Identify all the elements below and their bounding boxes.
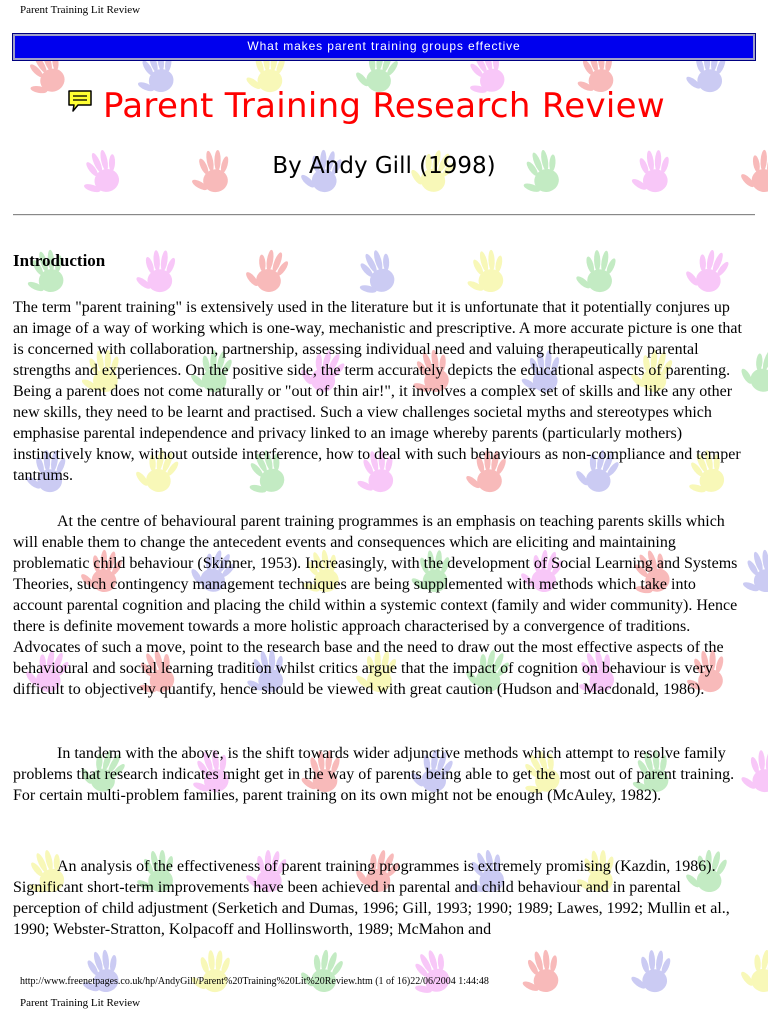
paragraph: An analysis of the effectiveness of parent training programmes is extremely promising (Kazdin, 1986). Significant short-term improvements have been achieved in parental and child behaviour and in parental perception of child adjustment (Serketich and Dumas, 1996; Gill, 1993; 1990; 1989; Lawes, 1992; Mullin et al., 1990; Webster-Stratton, Kolpacoff and Hollinsworth, 1989; McMahon and — [13, 858, 730, 938]
handprint-decoration — [134, 249, 177, 292]
handprint-decoration — [461, 248, 508, 296]
paragraph: At the centre of behavioural parent training programmes is an emphasis on teaching parents skills which will enable them to change the antecedent events and consequences which are eliciting and maintaining problematic child behaviour (Skinner, 1953). Increasingly, with the development of Social Learning and Systems Theories, such contingency management techniques are being supplemented with methods which take into account parental cognition and placing the child within a systemic context (family and wider community). Hence there is definite movement towards a more holistic approach characterised by a convergence of traditions. Advocates of such a move, point to the research base and the need to draw out the most effective aspects of the behavioural and social learning tradition whilst critics argue that the impact of cognition on behaviour is very difficult to objectively quantify, hence should be viewed with great caution (Hudson and Macdonald, 1986). — [13, 513, 738, 698]
paragraph: The term "parent training" is extensively used in the literature but it is unfortunate that it potentially conjures up an image of a way of working which is one-way, mechanistic and prescriptive. A more accurate picture is one that is concerned with collaboration, partnership, assessing individual need and valuing therapeutically parental strengths and experiences. On the positive side, the term accurately depicts the educational aspects of parenting. Being a parent does not come naturally or "out of thin air!", it involves a complex set of skills and like any other new skills, they need to be learnt and practised. Such a view challenges societal myths and stereotypes which emphasise parental independence and privacy linked to an image whereby parents (particularly mothers) instinctively know, without outside interference, how to deal with such behaviours as non-compliance and temper tantrums. — [13, 299, 742, 484]
handprint-decoration — [736, 944, 768, 996]
handprint-decoration — [241, 244, 292, 295]
banner-link-text[interactable]: What makes parent training groups effective — [247, 39, 521, 53]
document-title: Parent Training Research Review — [103, 86, 665, 126]
horizontal-divider — [13, 214, 755, 216]
handprint-decoration — [629, 949, 672, 993]
handprint-decoration — [574, 248, 618, 293]
document-byline: By Andy Gill (1998) — [272, 153, 496, 179]
handprint-decoration — [75, 947, 124, 997]
print-footer-url: http://www.freenetpages.co.uk/hp/AndyGill/Parent%20Training%20Lit%20Review.htm (1 of 16)22/06/2004 1:44:48 — [20, 976, 489, 987]
handprint-decoration — [681, 244, 733, 296]
print-footer-title: Parent Training Lit Review — [20, 997, 141, 1009]
section-heading: Introduction — [13, 251, 106, 270]
top-banner[interactable] — [13, 34, 755, 60]
handprint-decoration — [402, 946, 456, 1001]
handprint-decoration — [347, 246, 401, 300]
print-header-title: Parent Training Lit Review — [20, 4, 141, 16]
paragraph: In tandem with the above, is the shift towards wider adjunctive methods which attempt to resolve family problems that research indicates might get in the way of parents being able to get the most out of parent training. For certain multi-problem families, parent training on its own might not be enough (McAuley, 1982). — [13, 745, 735, 804]
handprint-decoration — [516, 948, 564, 997]
